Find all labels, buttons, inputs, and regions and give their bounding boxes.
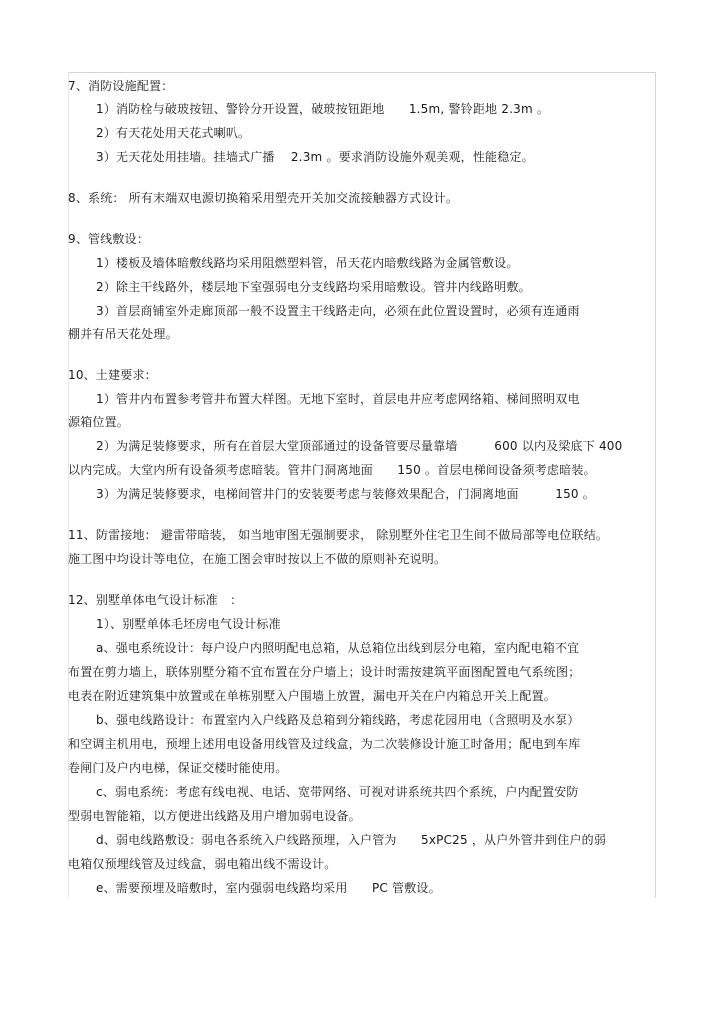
section-9-item-2: 2）除主干线路外，楼层地下室强弱电分支线路均采用暗敷设。管井内线路明敷。: [96, 280, 531, 294]
section-12-heading: 12、别墅单体电气设计标准 ：: [68, 593, 243, 607]
section-7-heading: 7、消防设施配置：: [68, 79, 174, 93]
section-12-subheading: 1）、别墅单体毛坯房电气设计标准: [96, 617, 281, 631]
page-border-top: [68, 72, 656, 73]
section-12-a-line-1: a、强电系统设计：每户设户内照明配电总箱，从总箱位出线到层分电箱，室内配电箱不宜: [96, 641, 580, 655]
section-12-e-line-1: e、需要预埋及暗敷时，室内强弱电线路均采用 PC 管敷设。: [96, 881, 441, 895]
section-9-item-3: 3）首层商铺室外走廊顶部一般不设置主干线路走向，必须在此位置设置时，必须有连通雨: [96, 304, 580, 318]
section-12-b-line-1: b、强电线路设计：布置室内入户线路及总箱到分箱线路，考虑花园用电（含照明及水泵）: [96, 713, 580, 727]
section-10-heading: 10、土建要求：: [68, 368, 157, 382]
section-7-item-2: 2）有天花处用天花式喇叭。: [96, 126, 251, 140]
section-7-item-3: 3）无天花处用挂墙。挂墙式广播 2.3m 。要求消防设施外观美观，性能稳定。: [96, 150, 534, 164]
section-7-item-1: 1）消防栓与破玻按钮、警铃分开设置，破玻按钮距地 1.5m, 警铃距地 2.3m 。: [96, 102, 550, 116]
section-9-heading: 9、管线敷设：: [68, 232, 150, 246]
section-10-item-1: 1）管井内布置参考管井布置大样图。无地下室时，首层电井应考虑网络箱、梯间照明双电: [96, 392, 580, 406]
section-12-d-line-2: 电箱仅预埋线管及过线盒，弱电箱出线不需设计。: [68, 857, 337, 871]
section-10-item-2: 2）为满足装修要求，所有在首层大堂顶部通过的设备管要尽量靠墙 600 以内及梁底下 400: [96, 439, 623, 453]
section-9-item-1: 1）楼板及墙体暗敷线路均采用阻燃塑料管，吊天花内暗敷线路为金属管敷设。: [96, 256, 519, 270]
section-12-a-line-3: 电表在附近建筑集中放置或在单栋别墅入户围墙上放置，漏电开关在户内箱总开关上配置。: [68, 689, 557, 703]
section-11-text: 11、防雷接地： 避雷带暗装， 如当地审图无强制要求， 除别墅外住宅卫生间不做局部等电位联结。: [68, 528, 609, 542]
page-border-right: [655, 72, 656, 898]
section-11-text-cont: 施工图中均设计等电位，在施工图会审时按以上不做的原则补充说明。: [68, 552, 447, 566]
section-12-b-line-2: 和空调主机用电，预埋上述用电设备用线管及过线盒，为二次装修设计施工时备用；配电到车库: [68, 737, 581, 751]
section-12-b-line-3: 卷闸门及户内电梯，保证交楼时能使用。: [68, 761, 288, 775]
section-10-item-2-cont: 以内完成。大堂内所有设备须考虑暗装。管井门洞离地面 150 。首层电梯间设备须考虑暗装。: [68, 463, 596, 477]
section-10-item-1-cont: 源箱位置。: [68, 415, 130, 429]
section-12-a-line-2: 布置在剪力墙上，联体别墅分箱不宜布置在分户墙上；设计时需按建筑平面图配置电气系统图；: [68, 665, 581, 679]
section-12-c-line-1: c、弱电系统：考虑有线电视、电话、宽带网络、可视对讲系统共四个系统，户内配置安防: [96, 785, 579, 799]
section-12-c-line-2: 型弱电智能箱，以方便进出线路及用户增加弱电设备。: [68, 809, 361, 823]
section-12-d-line-1: d、弱电线路敷设：弱电各系统入户线路预埋，入户管为 5xPC25 ，从户外管井到住户的弱: [96, 833, 607, 847]
section-9-item-3-cont: 棚并有吊天花处理。: [68, 327, 178, 341]
section-10-item-3: 3）为满足装修要求，电梯间管井门的安装要考虑与装修效果配合，门洞离地面 150 。: [96, 487, 595, 501]
section-8-heading: 8、系统： 所有末端双电源切换箱采用塑壳开关加交流接触器方式设计。: [68, 191, 459, 205]
